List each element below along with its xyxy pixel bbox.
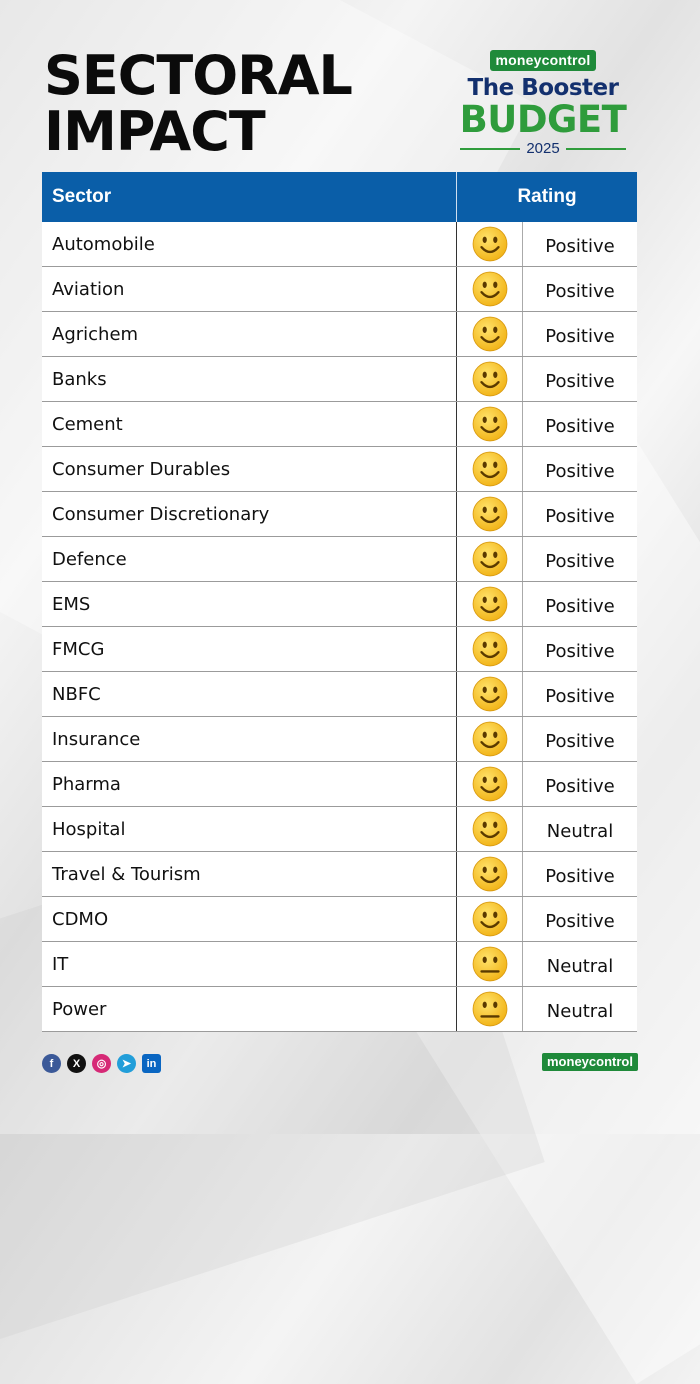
rating-value: Positive <box>545 685 615 707</box>
smiley-face-icon <box>457 852 523 896</box>
sector-name: FMCG <box>42 627 457 671</box>
social-links <box>42 1054 161 1073</box>
smiley-face-icon <box>457 402 523 446</box>
logo-year: 2025 <box>526 140 560 157</box>
table-row <box>42 717 637 762</box>
logo-tagline: The Booster <box>467 75 619 101</box>
table-row <box>42 492 637 537</box>
table-row <box>42 267 637 312</box>
smiley-face-icon <box>457 267 523 311</box>
sector-name: Power <box>42 987 457 1031</box>
table-row <box>42 762 637 807</box>
table-row <box>42 627 637 672</box>
neutral-face-icon <box>457 987 523 1031</box>
smiley-face-icon <box>457 537 523 581</box>
smiley-face-icon <box>457 582 523 626</box>
smiley-face-icon <box>457 492 523 536</box>
rating-value: Positive <box>545 730 615 752</box>
sector-name: Consumer Durables <box>42 447 457 491</box>
page-title <box>44 44 352 163</box>
neutral-face-icon <box>457 942 523 986</box>
rating-value: Positive <box>545 640 615 662</box>
table-row <box>42 897 637 942</box>
table-row <box>42 222 637 267</box>
table-row <box>42 402 637 447</box>
smiley-face-icon <box>457 672 523 716</box>
table-row <box>42 852 637 897</box>
divider <box>566 148 626 150</box>
header-sector: Sector <box>42 172 457 222</box>
sector-name: Hospital <box>42 807 457 851</box>
table-row <box>42 987 637 1032</box>
rating-value: Positive <box>545 235 615 257</box>
sector-name: Banks <box>42 357 457 401</box>
rating-value: Neutral <box>546 955 614 977</box>
smiley-face-icon <box>457 627 523 671</box>
sector-name: Pharma <box>42 762 457 806</box>
title-line-2: IMPACT <box>44 100 265 163</box>
sector-name: Defence <box>42 537 457 581</box>
facebook-icon[interactable]: f <box>42 1054 61 1073</box>
rating-value: Positive <box>545 325 615 347</box>
rating-value: Positive <box>545 910 615 932</box>
table-row <box>42 807 637 852</box>
table-header <box>42 172 637 222</box>
table-row <box>42 312 637 357</box>
table-row <box>42 537 637 582</box>
rating-value: Positive <box>545 460 615 482</box>
logo-year-row <box>446 140 640 157</box>
smiley-face-icon <box>457 357 523 401</box>
table-row <box>42 942 637 987</box>
sector-name: CDMO <box>42 897 457 941</box>
sector-name: Travel & Tourism <box>42 852 457 896</box>
table-row <box>42 582 637 627</box>
rating-value: Positive <box>545 415 615 437</box>
rating-value: Positive <box>545 370 615 392</box>
smiley-face-icon <box>457 807 523 851</box>
table-body <box>42 222 637 1032</box>
logo-event: BUDGET <box>459 98 627 141</box>
smiley-face-icon <box>457 762 523 806</box>
table-row <box>42 357 637 402</box>
rating-value: Positive <box>545 775 615 797</box>
sector-name: Cement <box>42 402 457 446</box>
rating-value: Positive <box>545 505 615 527</box>
instagram-icon[interactable]: ◎ <box>92 1054 111 1073</box>
moneycontrol-logo: moneycontrol <box>490 50 597 71</box>
rating-value: Positive <box>545 595 615 617</box>
rating-value: Positive <box>545 280 615 302</box>
table-row <box>42 672 637 717</box>
sector-name: Aviation <box>42 267 457 311</box>
smiley-face-icon <box>457 312 523 356</box>
sector-name: Insurance <box>42 717 457 761</box>
budget-logo <box>446 50 640 162</box>
table-row <box>42 447 637 492</box>
rating-value: Neutral <box>546 820 614 842</box>
smiley-face-icon <box>457 447 523 491</box>
sector-name: EMS <box>42 582 457 626</box>
x-icon[interactable]: X <box>67 1054 86 1073</box>
header-rating: Rating <box>517 186 577 207</box>
footer-moneycontrol-logo: moneycontrol <box>542 1053 638 1071</box>
telegram-icon[interactable]: ➤ <box>117 1054 136 1073</box>
rating-value: Positive <box>545 550 615 572</box>
smiley-face-icon <box>457 222 523 266</box>
smiley-face-icon <box>457 897 523 941</box>
sector-name: NBFC <box>42 672 457 716</box>
sector-name: Automobile <box>42 222 457 266</box>
rating-value: Positive <box>545 865 615 887</box>
divider <box>460 148 520 150</box>
sector-name: Agrichem <box>42 312 457 356</box>
sector-name: Consumer Discretionary <box>42 492 457 536</box>
sector-table <box>42 172 637 1032</box>
sector-name: IT <box>42 942 457 986</box>
linkedin-icon[interactable]: in <box>142 1054 161 1073</box>
rating-value: Neutral <box>546 1000 614 1022</box>
smiley-face-icon <box>457 717 523 761</box>
title-line-1: SECTORAL <box>44 44 352 107</box>
